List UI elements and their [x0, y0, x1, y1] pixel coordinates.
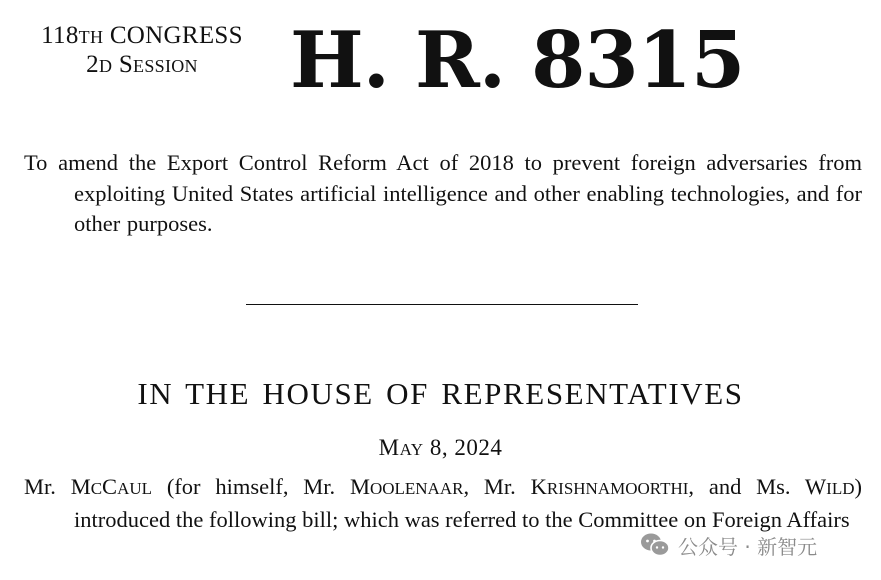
congress-word: CONGRESS [109, 22, 243, 49]
introduction-paragraph [24, 472, 862, 535]
sponsor-rest: AUL [117, 479, 153, 498]
bill-number: H. R. 8315 [290, 15, 745, 106]
intro-text-5: ) introduced the following bill; which was referred to the Committee on Foreign Affairs [74, 474, 862, 532]
intro-text-1: Mr. [24, 474, 71, 499]
bill-purpose: To amend the Export Control Reform Act of 2018 to prevent foreign adversaries from exploiting United States artificial intelligence and other enabling technologies, and for other purposes. [24, 150, 862, 236]
session-initial: S [118, 51, 134, 78]
sponsor-initial: M [70, 474, 91, 499]
watermark-text: 公众号 · 新智元 [678, 534, 818, 559]
sponsor-mid: C [90, 479, 103, 498]
session-line [22, 51, 262, 80]
congress-session-block [22, 22, 262, 80]
intro-text-4: , and Ms. [688, 474, 805, 499]
session-suffix: D [98, 56, 113, 76]
session-rest: ESSION [133, 56, 198, 76]
congress-line [22, 22, 262, 51]
cosponsor-1-rest: OOLENAAR [369, 479, 464, 498]
congress-suffix: TH [78, 27, 104, 47]
chamber-heading: IN THE HOUSE OF REPRESENTATIVES [137, 376, 744, 411]
congress-number: 118 [41, 22, 79, 49]
cosponsor-2-initial: K [530, 474, 547, 499]
cosponsor-3-initial: W [804, 474, 827, 499]
date-month-initial: M [378, 435, 400, 460]
date-day-year: 8, 2024 [429, 435, 503, 460]
wechat-icon [640, 532, 670, 558]
intro-text-3: , Mr. [463, 474, 531, 499]
cosponsor-1-initial: M [349, 474, 370, 499]
divider-rule [246, 304, 638, 305]
date-month-rest: AY [399, 440, 424, 459]
cosponsor-3-rest: ILD [826, 479, 855, 498]
introduction-date [0, 434, 881, 464]
cosponsor-2-rest: RISHNAMOORTHI [546, 479, 689, 498]
session-number: 2 [86, 51, 99, 78]
watermark [640, 529, 817, 561]
sponsor-cap: C [102, 474, 118, 499]
intro-text-2: (for himself, Mr. [152, 474, 350, 499]
